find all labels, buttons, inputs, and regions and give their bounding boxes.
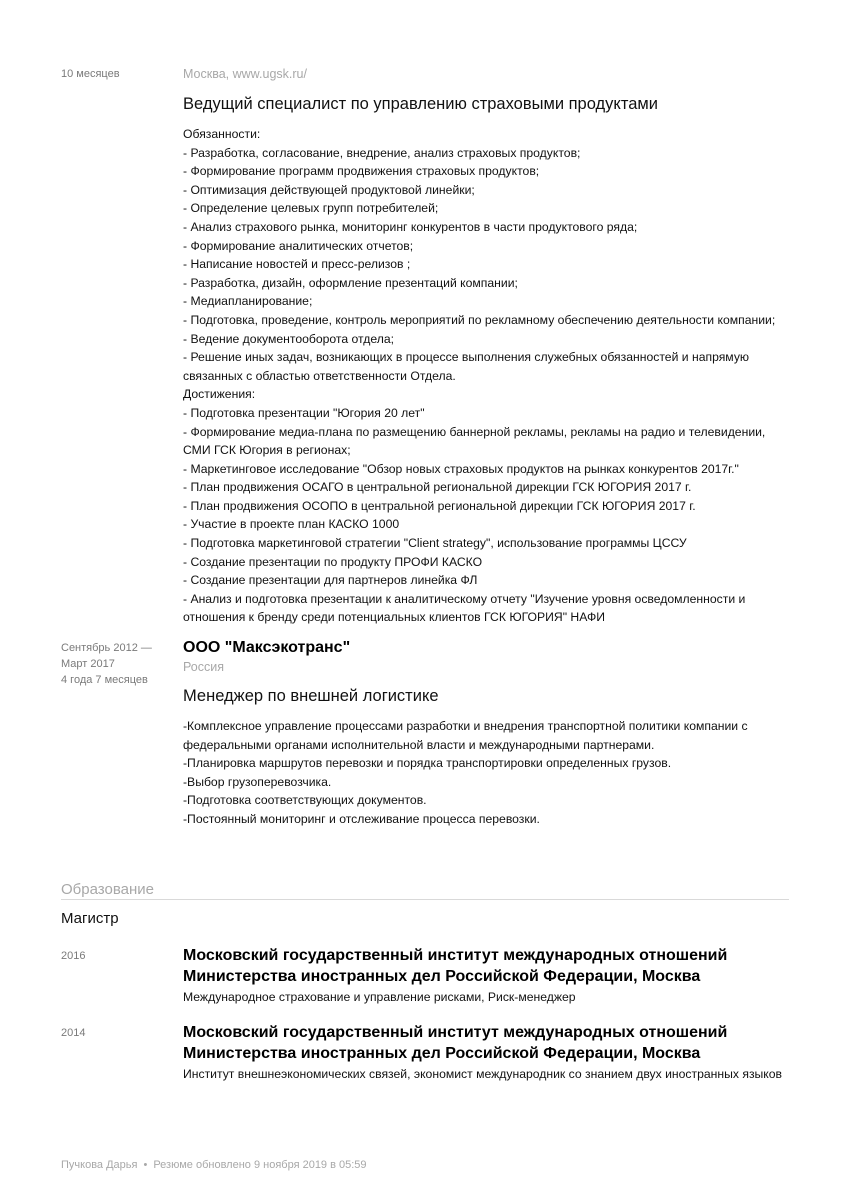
education-specialty: Международное страхование и управление рисками, Риск-менеджер xyxy=(183,990,576,1004)
job-description xyxy=(183,125,793,627)
description-line: - Подготовка маркетинговой стратегии "Client strategy", использование программы ЦССУ xyxy=(183,536,687,551)
description-line: - Формирование аналитических отчетов; xyxy=(183,238,414,253)
description-line: - Подготовка, проведение, контроль мероприятий по рекламному обеспечению деятельности компании; xyxy=(183,312,776,327)
education-specialty: Институт внешнеэкономических связей, экономист международник со знанием двух иностранных языков xyxy=(183,1067,783,1081)
description-line: - Решение иных задач, возникающих в процессе выполнения служебных обязанностей и напрямую связанных с областью ответственности Отдела. xyxy=(183,350,750,383)
description-line: -Подготовка соответствующих документов. xyxy=(183,793,427,808)
education-institution: Московский государственный институт международных отношений Министерства иностранных дел Российской Федерации, Москва xyxy=(183,1024,728,1062)
job-entry xyxy=(183,66,793,627)
description-line: Обязанности: xyxy=(183,127,261,141)
company-name: ООО "Максэкотранс" xyxy=(183,639,351,656)
footer-separator: • xyxy=(143,1159,148,1171)
description-line: -Постоянный мониторинг и отслеживание процесса перевозки. xyxy=(183,811,540,826)
education-entry xyxy=(183,1022,793,1083)
description-line: - Написание новостей и пресс-релизов ; xyxy=(183,257,411,272)
description-line: - Оптимизация действующей продуктовой линейки; xyxy=(183,182,475,197)
page-footer xyxy=(61,1158,367,1172)
description-line: - Маркетинговое исследование "Обзор новых страховых продуктов на рынках конкурентов 2017г." xyxy=(183,461,739,476)
description-line: - Формирование программ продвижения страховых продуктов; xyxy=(183,164,540,179)
job-entry xyxy=(183,638,793,829)
job-period: Сентябрь 2012 — Март 2017 xyxy=(61,642,152,670)
job-dates xyxy=(61,640,176,688)
education-year: 2014 xyxy=(61,1027,86,1039)
job-position: Ведущий специалист по управлению страховыми продуктами xyxy=(183,95,658,113)
description-line: - Создание презентации для партнеров линейка ФЛ xyxy=(183,573,478,588)
description-line: - Ведение документооборота отдела; xyxy=(183,331,394,346)
description-line: - Подготовка презентации "Югория 20 лет" xyxy=(183,405,425,420)
section-title-education: Образование xyxy=(61,880,789,900)
description-line: -Комплексное управление процессами разработки и внедрения транспортной политики компании с федеральными органами исполнительной власти и международными партнерами. xyxy=(183,719,748,752)
footer-updated: Резюме обновлено 9 ноября 2019 в 05:59 xyxy=(153,1159,367,1171)
description-line: - Участие в проекте план КАСКО 1000 xyxy=(183,517,400,532)
education-institution: Московский государственный институт международных отношений Министерства иностранных дел Российской Федерации, Москва xyxy=(183,947,728,985)
description-line: - Формирование медиа-плана по размещению баннерной рекламы, рекламы на радио и телевидении, СМИ ГСК Югория в регионах; xyxy=(183,424,766,458)
description-line: - Медиапланирование; xyxy=(183,294,313,309)
description-line: - Разработка, согласование, внедрение, анализ страховых продуктов; xyxy=(183,145,581,160)
description-line: - План продвижения ОСОПО в центральной региональной дирекции ГСК ЮГОРИЯ 2017 г. xyxy=(183,498,696,513)
job-description xyxy=(183,717,793,829)
job-location: Москва, www.ugsk.ru/ xyxy=(183,67,307,81)
footer-name: Пучкова Дарья xyxy=(61,1159,138,1171)
job-location: Россия xyxy=(183,660,224,674)
description-line: - Определение целевых групп потребителей; xyxy=(183,201,439,216)
job-position: Менеджер по внешней логистике xyxy=(183,687,439,705)
description-line: - Анализ и подготовка презентации к аналитическому отчету "Изучение уровня осведомленности и отношения к бренду среди потенциальных клиентов ГСК ЮГОРИЯ" НАФИ xyxy=(183,591,746,625)
education-level: Магистр xyxy=(61,910,119,927)
description-line: - Анализ страхового рынка, мониторинг конкурентов в части продуктового ряда; xyxy=(183,219,638,234)
description-line: - Разработка, дизайн, оформление презентаций компании; xyxy=(183,275,518,290)
description-line: - План продвижения ОСАГО в центральной региональной дирекции ГСК ЮГОРИЯ 2017 г. xyxy=(183,480,692,495)
job-duration: 4 года 7 месяцев xyxy=(61,674,148,686)
education-year: 2016 xyxy=(61,950,86,962)
description-line: -Выбор грузоперевозчика. xyxy=(183,774,332,789)
description-line: - Создание презентации по продукту ПРОФИ КАСКО xyxy=(183,554,483,569)
description-line: -Планировка маршрутов перевозки и порядка транспортировки определенных грузов. xyxy=(183,756,672,771)
education-entry xyxy=(183,945,793,1006)
description-line: Достижения: xyxy=(183,387,256,402)
job-duration: 10 месяцев xyxy=(61,68,120,80)
